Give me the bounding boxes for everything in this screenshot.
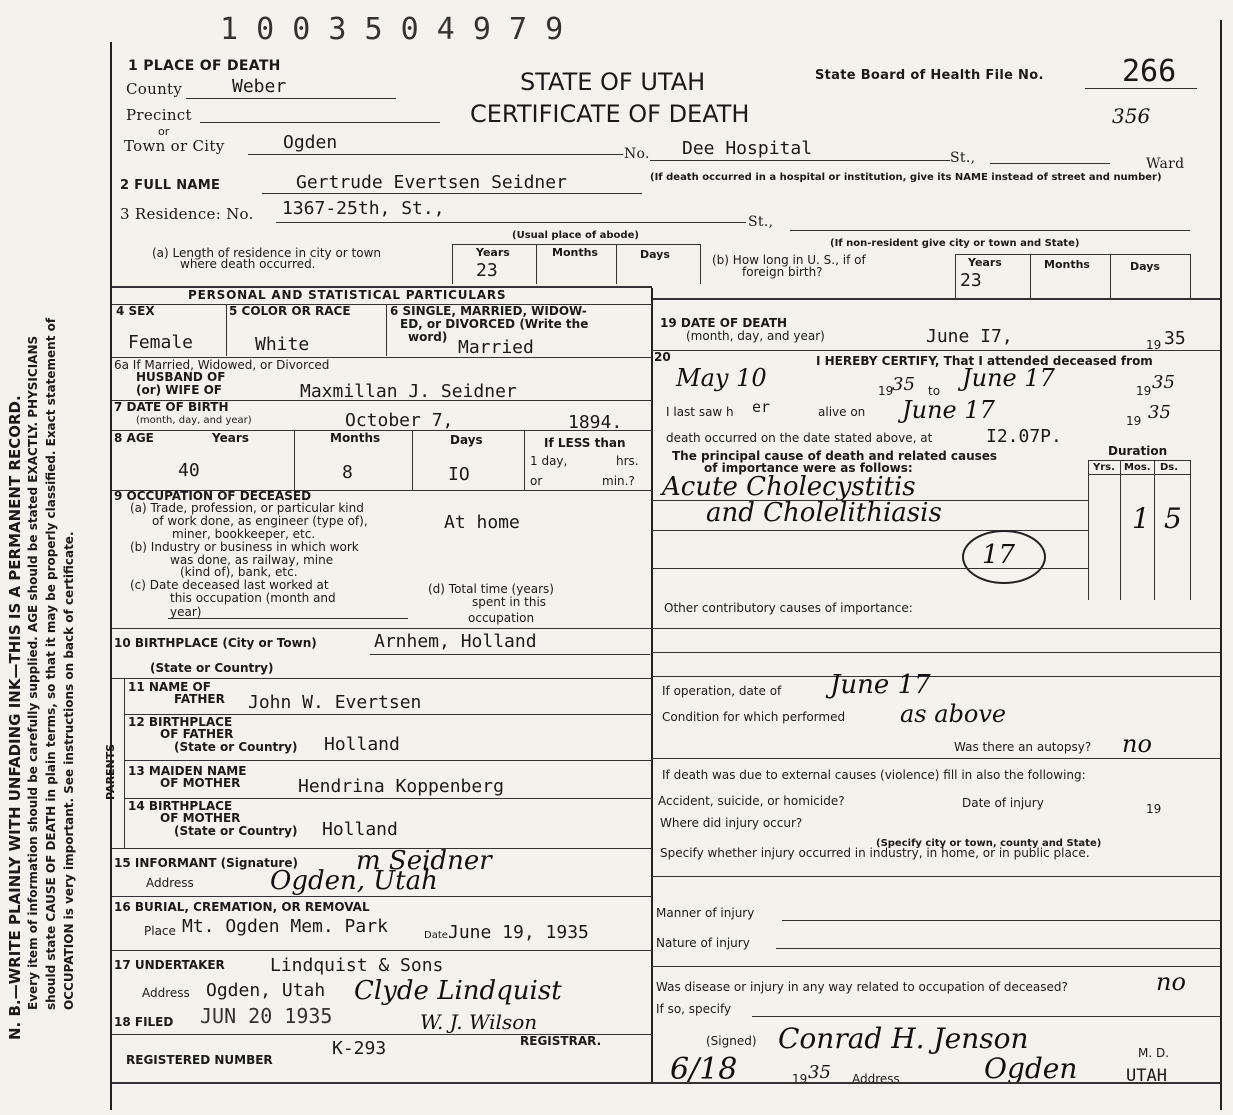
- birthplace-value: Arnhem, Holland: [374, 631, 537, 652]
- margin-line-3: should state CAUSE OF DEATH in plain terms, so that it may be properly classified. Exact statement of: [44, 317, 58, 1010]
- occ-a2: of work done, as engineer (type of),: [152, 514, 368, 528]
- dod-label-b: (month, day, and year): [686, 329, 825, 343]
- occ-b2: was done, as railway, mine: [170, 553, 334, 567]
- color-label: 5 COLOR OR RACE: [229, 304, 351, 318]
- us-label-b: foreign birth?: [742, 265, 823, 279]
- burial-place: Mt. Ogden Mem. Park: [182, 916, 388, 937]
- less-label-a: If LESS than: [544, 436, 626, 450]
- length-label-b: where death occurred.: [180, 257, 316, 271]
- frame-right: [1220, 20, 1222, 1110]
- length-days-h: Days: [640, 248, 670, 261]
- father-bp-label-b: OF FATHER: [160, 727, 234, 741]
- st-label: St.,: [950, 150, 976, 166]
- us-label-a: (b) How long in U. S., if of: [712, 253, 866, 267]
- to-label: to: [928, 384, 941, 398]
- age-months-h: Months: [330, 431, 381, 445]
- length-months-h: Months: [552, 246, 598, 259]
- other-causes-label: Other contributory causes of importance:: [664, 601, 913, 615]
- marital-label-a: 6 SINGLE, MARRIED, WIDOW-: [390, 304, 587, 318]
- us-days-h: Days: [1130, 260, 1160, 273]
- county-label: County: [126, 80, 183, 98]
- occupation-value: At home: [444, 512, 520, 533]
- last-saw-date: June 17: [902, 396, 995, 424]
- mother-label-a: 13 MAIDEN NAME: [128, 764, 247, 778]
- file-sub-number: 356: [1112, 104, 1151, 128]
- spouse-label-c: (or) WIFE OF: [136, 383, 222, 397]
- state-country-label: (State or Country): [150, 661, 274, 675]
- filed-label: 18 FILED: [114, 1015, 174, 1029]
- signed-address-state: UTAH: [1126, 1066, 1167, 1086]
- death-time: I2.07P.: [986, 426, 1062, 447]
- burial-date: June 19, 1935: [448, 922, 589, 943]
- age-years-value: 40: [178, 460, 200, 481]
- section-title: PERSONAL AND STATISTICAL PARTICULARS: [188, 288, 507, 302]
- serial-number: 1 0 0 3 5 0 4 9 7 9: [220, 12, 564, 47]
- cause-1: Acute Cholecystitis: [662, 472, 916, 502]
- sex-value: Female: [128, 332, 194, 353]
- undertaker-label: 17 UNDERTAKER: [114, 958, 225, 972]
- usual-abode-note: (Usual place of abode): [512, 230, 639, 241]
- father-label-b: FATHER: [174, 692, 225, 706]
- state-title: STATE OF UTAH: [520, 68, 706, 96]
- dur-yrs-h: Yrs.: [1093, 462, 1115, 473]
- margin-line-4: OCCUPATION is very important. See instructions on back of certificate.: [62, 531, 76, 1010]
- mother-label-b: OF MOTHER: [160, 776, 241, 790]
- condition-label: Condition for which performed: [662, 710, 846, 724]
- residence-label: 3 Residence: No.: [120, 205, 254, 223]
- specify-label: Specify whether injury occurred in industry, in home, or in public place.: [660, 846, 1090, 860]
- page-title: CERTIFICATE OF DEATH: [470, 100, 750, 128]
- father-bp-label-a: 12 BIRTHPLACE: [128, 715, 233, 729]
- burial-place-label: Place: [144, 924, 176, 938]
- age-days-value: IO: [448, 464, 470, 485]
- occupation-question: Was disease or injury in any way related to occupation of deceased?: [656, 980, 1068, 994]
- dod-value: June I7,: [926, 326, 1013, 347]
- father-value: John W. Evertsen: [248, 692, 422, 713]
- if-so-label: If so, specify: [656, 1002, 732, 1016]
- occ-b1: (b) Industry or business in which work: [130, 540, 359, 554]
- length-label-a: (a) Length of residence in city or town: [152, 246, 382, 260]
- last-saw-her: er: [752, 398, 771, 416]
- signed-year: 35: [808, 1062, 831, 1083]
- signed-label: (Signed): [706, 1034, 757, 1048]
- cause-label-b: of importance were as follows:: [704, 461, 913, 475]
- nonresident-note: (If non-resident give city or town and State): [830, 238, 1080, 249]
- signed-year-prefix: 19: [792, 1072, 808, 1086]
- less-label-b: 1 day,: [530, 454, 568, 468]
- cause-code: 17: [982, 540, 1016, 570]
- filed-date: JUN 20 1935: [200, 1004, 333, 1028]
- informant-signature: m Seidner: [356, 846, 492, 876]
- no-label: No.: [624, 146, 650, 162]
- father-label-a: 11 NAME OF: [128, 680, 211, 694]
- full-name-label: 2 FULL NAME: [120, 178, 221, 193]
- autopsy-label: Was there an autopsy?: [954, 740, 1092, 754]
- mother-bp-label-c: (State or Country): [174, 824, 298, 838]
- parents-side-label: PARENTS: [104, 743, 117, 800]
- file-no-label: State Board of Health File No.: [815, 68, 1044, 83]
- registrar-signature: W. J. Wilson: [420, 1010, 538, 1034]
- occupation-label: 9 OCCUPATION OF DECEASED: [114, 489, 312, 503]
- less-label-d: or: [530, 474, 543, 488]
- occ-a1: (a) Trade, profession, or particular kind: [130, 501, 364, 515]
- attend-to: June 17: [962, 364, 1055, 392]
- birthplace-label: 10 BIRTHPLACE (City or Town): [114, 636, 317, 650]
- mother-bp-label-b: OF MOTHER: [160, 811, 241, 825]
- burial-date-label: Date: [424, 930, 448, 941]
- last-saw-label: I last saw h: [666, 405, 734, 419]
- father-bp-label-c: (State or Country): [174, 740, 298, 754]
- operation-date: June 17: [830, 670, 931, 700]
- dod-label-a: 19 DATE OF DEATH: [660, 316, 788, 330]
- ward-label: Ward: [1146, 156, 1185, 172]
- precinct-label: Precinct: [126, 106, 192, 124]
- dob-label-b: (month, day, and year): [136, 415, 252, 426]
- dob-value: October 7,: [345, 410, 454, 431]
- town-label: Town or City: [124, 137, 225, 155]
- marital-value: Married: [458, 337, 534, 358]
- center-divider: [651, 288, 653, 1083]
- less-label-e: min.?: [602, 474, 635, 488]
- physician-signature: Conrad H. Jenson: [778, 1022, 1029, 1055]
- dod-year-prefix: 19: [1146, 338, 1162, 352]
- spouse-value: Maxmillan J. Seidner: [300, 381, 517, 402]
- residence-st-label: St.,: [748, 214, 774, 230]
- dur-ds-value: 5: [1164, 502, 1182, 535]
- manner-label: Manner of injury: [656, 906, 755, 920]
- age-months-value: 8: [342, 462, 353, 483]
- spouse-label-b: HUSBAND OF: [136, 370, 226, 384]
- certify-text: I HEREBY CERTIFY, That I attended deceased from: [816, 354, 1153, 368]
- length-years-value: 23: [476, 260, 498, 281]
- attend-from-year-prefix: 19: [878, 384, 894, 398]
- registered-label: REGISTERED NUMBER: [126, 1053, 273, 1067]
- file-no: 266: [1122, 54, 1177, 89]
- spouse-label-a: 6a If Married, Widowed, or Divorced: [114, 358, 330, 372]
- informant-address-label: Address: [146, 876, 194, 890]
- age-days-h: Days: [450, 433, 483, 447]
- attend-to-year-prefix: 19: [1136, 384, 1152, 398]
- burial-label: 16 BURIAL, CREMATION, OR REMOVAL: [114, 900, 370, 914]
- dur-mos-value: 1: [1132, 502, 1150, 535]
- length-years-h: Years: [476, 246, 510, 259]
- mother-bp-label-a: 14 BIRTHPLACE: [128, 799, 233, 813]
- external-label: If death was due to external causes (violence) fill in also the following:: [662, 768, 1086, 782]
- autopsy-value: no: [1122, 730, 1152, 758]
- signed-date: 6/18: [670, 1052, 738, 1087]
- undertaker-signature: Clyde Lindquist: [354, 976, 562, 1006]
- occ-c1: (c) Date deceased last worked at: [130, 578, 329, 592]
- cause-2: and Cholelithiasis: [706, 498, 942, 528]
- occ-c2: this occupation (month and: [170, 591, 336, 605]
- where-note: (Specify city or town, county and State): [876, 838, 1102, 849]
- attend-from-year: 35: [892, 374, 915, 395]
- occ-b3: (kind of), bank, etc.: [180, 565, 298, 579]
- accident-label: Accident, suicide, or homicide?: [658, 794, 845, 808]
- us-months-h: Months: [1044, 258, 1090, 271]
- dob-year: 1894.: [568, 412, 623, 433]
- or-label: or: [158, 125, 170, 138]
- place-of-death-label: 1 PLACE OF DEATH: [128, 58, 281, 74]
- where-label: Where did injury occur?: [660, 816, 803, 830]
- dob-label-a: 7 DATE OF BIRTH: [114, 400, 229, 414]
- us-years-value: 23: [960, 270, 982, 291]
- occupation-answer: no: [1156, 968, 1186, 996]
- occ-d1: (d) Total time (years): [428, 582, 554, 596]
- marital-label-c: word): [408, 330, 448, 344]
- margin-line-1: N. B.—WRITE PLAINLY WITH UNFADING INK—THIS IS A PERMANENT RECORD.: [6, 395, 24, 1040]
- hospital-note: (If death occurred in a hospital or institution, give its NAME instead of street and number): [650, 172, 1162, 183]
- occ-c3: year): [170, 605, 202, 619]
- condition-value: as above: [900, 700, 1007, 728]
- occ-a3: miner, bookkeeper, etc.: [172, 527, 316, 541]
- age-label: 8 AGE: [114, 431, 154, 445]
- mother-value: Hendrina Koppenberg: [298, 776, 504, 797]
- residence-value: 1367-25th, St.,: [282, 198, 445, 219]
- md-label: M. D.: [1138, 1046, 1170, 1060]
- sex-label: 4 SEX: [116, 304, 155, 318]
- death-occurred-label: death occurred on the date stated above, at: [666, 431, 933, 445]
- attend-to-year: 35: [1152, 372, 1175, 393]
- less-label-c: hrs.: [616, 454, 639, 468]
- undertaker-address: Ogden, Utah: [206, 980, 326, 1001]
- registered-value: K-293: [332, 1038, 387, 1059]
- duration-label: Duration: [1108, 444, 1168, 458]
- age-years-h: Years: [212, 431, 249, 445]
- last-saw-year: 35: [1148, 402, 1171, 423]
- full-name-value: Gertrude Evertsen Seidner: [296, 172, 567, 193]
- dur-ds-h: Ds.: [1160, 462, 1179, 473]
- undertaker-address-label: Address: [142, 986, 190, 1000]
- occ-d3: occupation: [468, 611, 535, 625]
- signed-address: Ogden: [984, 1052, 1078, 1085]
- alive-label: alive on: [818, 405, 866, 419]
- dod-year: 35: [1164, 328, 1186, 349]
- marital-label-b: ED, or DIVORCED (Write the: [400, 317, 589, 331]
- mother-bp-value: Holland: [322, 819, 398, 840]
- informant-label: 15 INFORMANT (Signature): [114, 856, 298, 870]
- operation-label: If operation, date of: [662, 684, 782, 698]
- cause-label-a: The principal cause of death and related causes: [672, 449, 998, 463]
- county-value: Weber: [232, 76, 287, 97]
- informant-address: Ogden, Utah: [270, 866, 438, 896]
- dur-mos-h: Mos.: [1124, 462, 1151, 473]
- registrar-label: REGISTRAR.: [520, 1034, 602, 1048]
- town-value: Ogden: [283, 132, 338, 153]
- undertaker-name: Lindquist & Sons: [270, 955, 444, 976]
- hospital-value: Dee Hospital: [682, 138, 813, 159]
- signed-address-label: Address: [852, 1072, 900, 1086]
- margin-line-2: Every item of information should be carefully supplied. AGE should be stated EXACTLY. PHYSICIANS: [26, 335, 40, 1010]
- us-years-h: Years: [968, 256, 1002, 269]
- nature-label: Nature of injury: [656, 936, 750, 950]
- occ-d2: spent in this: [472, 595, 547, 609]
- father-bp-value: Holland: [324, 734, 400, 755]
- injury-date-label: Date of injury: [962, 796, 1044, 810]
- last-saw-year-prefix: 19: [1126, 414, 1142, 428]
- certify-num: 20: [654, 350, 671, 364]
- injury-year-prefix: 19: [1146, 802, 1162, 816]
- color-value: White: [255, 334, 310, 355]
- attend-from: May 10: [676, 364, 767, 392]
